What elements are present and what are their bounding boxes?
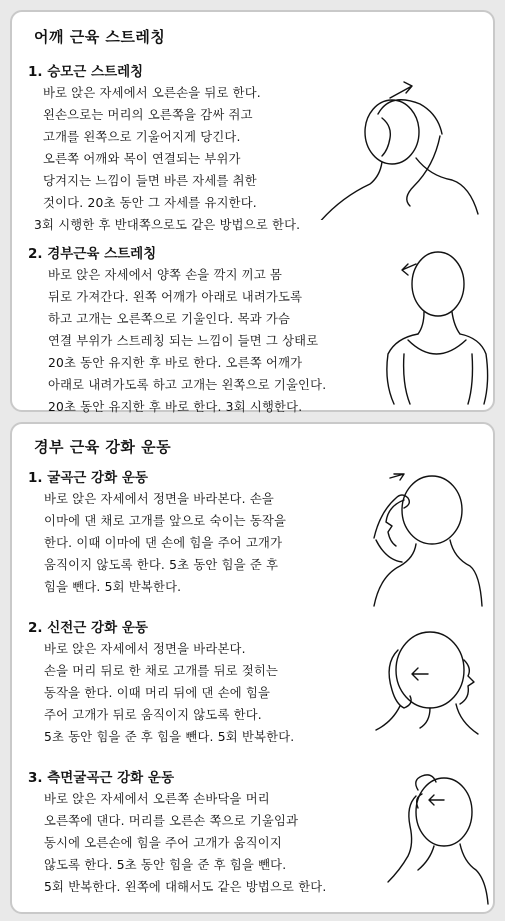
text-line: 20초 동안 유지한 후 바로 한다. 오른쪽 어깨가: [48, 356, 303, 370]
section-heading: 1. 굴곡근 강화 운동: [28, 470, 148, 486]
text-line: 주어 고개가 뒤로 움직이지 않도록 한다.: [44, 708, 262, 722]
section-heading: 1. 승모근 스트레칭: [28, 64, 144, 80]
text-line: 바로 앉은 자세에서 양쪽 손을 깍지 끼고 몸: [48, 268, 283, 282]
text-line: 3회 시행한 후 반대쪽으로도 같은 방법으로 한다.: [34, 218, 301, 232]
text-line: 5회 반복한다. 왼쪽에 대해서도 같은 방법으로 한다.: [44, 880, 327, 894]
text-line: 바로 앉은 자세에서 정면을 바라본다.: [44, 642, 246, 656]
text-line: 오른쪽에 댄다. 머리를 오른손 쪽으로 기울임과: [44, 814, 299, 828]
trapezius-stretch-illustration: [312, 70, 487, 220]
text-line: 힘을 뺀다. 5회 반복한다.: [44, 580, 182, 594]
text-line: 아래로 내려가도록 하고 고개는 왼쪽으로 기울인다.: [48, 378, 327, 392]
text-line: 손을 머리 뒤로 한 채로 고개를 뒤로 젖히는: [44, 664, 279, 678]
text-line: 고개를 왼쪽으로 기울어지게 당긴다.: [43, 130, 241, 144]
text-line: 바로 앉은 자세에서 오른손을 뒤로 한다.: [43, 86, 261, 100]
text-line: 하고 고개는 오른쪽으로 기울인다. 목과 가슴: [48, 312, 291, 326]
text-line: 20초 동안 유지한 후 바로 한다. 3회 시행한다.: [48, 400, 303, 414]
shoulder-stretch-panel: [10, 10, 495, 412]
text-line: 않도록 한다. 5초 동안 힘을 준 후 힘을 뺀다.: [44, 858, 287, 872]
text-line: 연결 부위가 스트레칭 되는 느낌이 들면 그 상태로: [48, 334, 319, 348]
text-line: 한다. 이때 이마에 댄 손에 힘을 주어 고개가: [44, 536, 283, 550]
text-line: 바로 앉은 자세에서 정면을 바라본다. 손을: [44, 492, 274, 506]
text-line: 바로 앉은 자세에서 오른쪽 손바닥을 머리: [44, 792, 270, 806]
text-line: 동작을 한다. 이때 머리 뒤에 댄 손에 힘을: [44, 686, 271, 700]
lateral-flexor-exercise-illustration: [382, 770, 492, 910]
text-line: 왼손으로는 머리의 오른쪽을 감싸 쥐고: [43, 108, 253, 122]
text-line: 오른쪽 어깨와 목이 연결되는 부위가: [43, 152, 241, 166]
text-line: 움직이지 않도록 한다. 5초 동안 힘을 준 후: [44, 558, 279, 572]
panel-title: 어깨 근육 스트레칭: [34, 28, 166, 46]
section-heading: 3. 측면굴곡근 강화 운동: [28, 770, 174, 786]
flexor-exercise-illustration: [364, 468, 489, 608]
neck-strengthen-panel: [10, 422, 495, 914]
neck-stretch-illustration: [374, 242, 489, 407]
text-line: 뒤로 가져간다. 왼쪽 어깨가 아래로 내려가도록: [48, 290, 303, 304]
panel-title: 경부 근육 강화 운동: [34, 438, 172, 456]
text-line: 당겨지는 느낌이 들면 바른 자세를 취한: [43, 174, 257, 188]
text-line: 동시에 오른손에 힘을 주어 고개가 움직이지: [44, 836, 282, 850]
extensor-exercise-illustration: [372, 620, 492, 760]
text-line: 것이다. 20초 동안 그 자세를 유지한다.: [43, 196, 257, 210]
text-line: 5초 동안 힘을 준 후 힘을 뺀다. 5회 반복한다.: [44, 730, 295, 744]
text-line: 이마에 댄 채로 고개를 앞으로 숙이는 동작을: [44, 514, 287, 528]
section-heading: 2. 신전근 강화 운동: [28, 620, 148, 636]
section-heading: 2. 경부근육 스트레칭: [28, 246, 157, 262]
